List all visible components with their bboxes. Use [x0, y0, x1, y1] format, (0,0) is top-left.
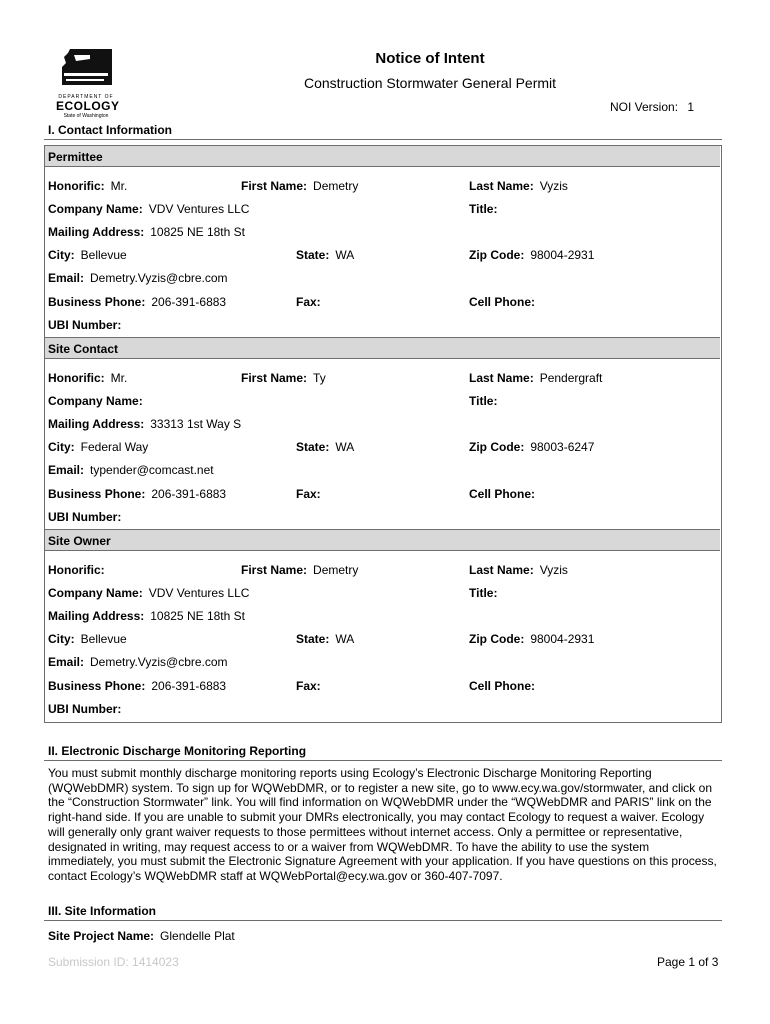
honorific-row	[48, 371, 127, 385]
email-value: typender@comcast.net	[90, 463, 214, 478]
first-name-row	[241, 179, 358, 193]
fax-row	[296, 295, 327, 309]
business-phone-value: 206-391-6883	[151, 678, 227, 693]
state-label: State:	[296, 440, 330, 455]
first-name-label: First Name:	[241, 563, 308, 577]
state-row	[296, 248, 354, 262]
business-phone-row	[48, 295, 226, 309]
ubi-number-label: UBI Number:	[48, 317, 122, 332]
honorific-value: Mr.	[110, 179, 128, 193]
city-row	[48, 632, 127, 646]
honorific-label: Honorific:	[48, 563, 105, 577]
logo-dept-text: DEPARTMENT OF	[58, 94, 114, 100]
logo-ecology-text: ECOLOGY	[56, 99, 120, 113]
email-value: Demetry.Vyzis@cbre.com	[90, 271, 228, 286]
section-divider	[44, 920, 722, 921]
cell-phone-row	[469, 679, 541, 693]
city-row	[48, 440, 148, 454]
last-name-label: Last Name:	[469, 179, 534, 193]
mailing-address-value: 33313 1st Way S	[150, 417, 242, 432]
business-phone-label: Business Phone:	[48, 294, 146, 309]
company-name-row	[48, 202, 249, 216]
honorific-value: Mr.	[110, 371, 128, 385]
company-name-label: Company Name:	[48, 202, 143, 217]
page-title: Notice of Intent	[375, 50, 485, 67]
title-row	[469, 394, 503, 408]
cell-phone-label: Cell Phone:	[469, 678, 536, 693]
first-name-label: First Name:	[241, 179, 308, 193]
business-phone-value: 206-391-6883	[151, 486, 227, 501]
state-label: State:	[296, 248, 330, 263]
last-name-value: Vyzis	[539, 563, 568, 577]
email-row	[48, 655, 228, 669]
first-name-value: Demetry	[313, 563, 359, 577]
noi-version-label: NOI Version:	[610, 100, 679, 114]
mailing-address-value: 10825 NE 18th St	[150, 609, 245, 624]
state-label: State:	[296, 632, 330, 647]
ecology-logo	[56, 45, 120, 119]
fax-label: Fax:	[296, 294, 321, 309]
section-site-heading: III. Site Information	[48, 904, 157, 918]
zip-code-row	[469, 248, 594, 262]
state-value: WA	[335, 440, 355, 455]
fax-row	[296, 679, 327, 693]
zip-code-label: Zip Code:	[469, 632, 525, 647]
email-row	[48, 271, 228, 285]
honorific-label: Honorific:	[48, 179, 105, 193]
zip-code-label: Zip Code:	[469, 248, 525, 263]
site-project-name-value: Glendelle Plat	[160, 929, 235, 943]
state-value: WA	[335, 632, 355, 647]
first-name-label: First Name:	[241, 371, 308, 385]
company-name-row	[48, 586, 249, 600]
cell-phone-label: Cell Phone:	[469, 486, 536, 501]
business-phone-value: 206-391-6883	[151, 294, 227, 309]
state-row	[296, 440, 354, 454]
cell-phone-row	[469, 487, 541, 501]
business-phone-row	[48, 487, 226, 501]
title-label: Title:	[469, 394, 498, 409]
cell-phone-row	[469, 295, 541, 309]
first-name-row	[241, 563, 358, 577]
title-label: Title:	[469, 586, 498, 601]
ubi-number-row	[48, 702, 127, 716]
state-value: WA	[335, 248, 355, 263]
last-name-row	[469, 563, 568, 577]
ubi-number-row	[48, 510, 127, 524]
mailing-address-row	[48, 609, 245, 623]
city-label: City:	[48, 248, 75, 263]
mailing-address-label: Mailing Address:	[48, 609, 145, 624]
first-name-value: Ty	[313, 371, 326, 385]
group-title: Site Contact	[48, 342, 119, 356]
company-name-label: Company Name:	[48, 586, 143, 601]
email-value: Demetry.Vyzis@cbre.com	[90, 655, 228, 670]
group-title: Permittee	[48, 150, 103, 164]
city-value: Bellevue	[80, 632, 127, 647]
zip-code-value: 98003-6247	[530, 440, 595, 455]
mailing-address-row	[48, 417, 241, 431]
section-contact-heading: I. Contact Information	[48, 123, 172, 137]
state-row	[296, 632, 354, 646]
title-row	[469, 586, 503, 600]
mailing-address-label: Mailing Address:	[48, 417, 145, 432]
zip-code-label: Zip Code:	[469, 440, 525, 455]
washington-state-logo-icon	[56, 45, 116, 91]
email-label: Email:	[48, 463, 85, 478]
site-project-name-row	[48, 929, 235, 943]
fax-row	[296, 487, 327, 501]
submission-id: Submission ID: 1414023	[48, 955, 179, 969]
last-name-label: Last Name:	[469, 371, 534, 385]
mailing-address-value: 10825 NE 18th St	[150, 225, 245, 240]
last-name-value: Vyzis	[539, 179, 568, 193]
noi-version	[610, 100, 694, 114]
mailing-address-label: Mailing Address:	[48, 225, 145, 240]
title-label: Title:	[469, 202, 498, 217]
city-label: City:	[48, 632, 75, 647]
city-label: City:	[48, 440, 75, 455]
group-header	[45, 337, 720, 359]
last-name-row	[469, 371, 602, 385]
honorific-row	[48, 179, 127, 193]
cell-phone-label: Cell Phone:	[469, 294, 536, 309]
ubi-number-label: UBI Number:	[48, 509, 122, 524]
city-value: Bellevue	[80, 248, 127, 263]
zip-code-value: 98004-2931	[530, 248, 595, 263]
ubi-number-label: UBI Number:	[48, 701, 122, 716]
section-divider	[44, 139, 722, 140]
noi-version-value: 1	[687, 100, 695, 114]
zip-code-value: 98004-2931	[530, 632, 595, 647]
email-label: Email:	[48, 271, 85, 286]
business-phone-label: Business Phone:	[48, 678, 146, 693]
section-divider	[44, 760, 722, 761]
honorific-label: Honorific:	[48, 371, 105, 385]
honorific-row	[48, 563, 111, 577]
company-name-value: VDV Ventures LLC	[148, 202, 250, 217]
site-project-name-label: Site Project Name:	[48, 929, 155, 943]
ubi-number-row	[48, 318, 127, 332]
zip-code-row	[469, 632, 594, 646]
page-subtitle: Construction Stormwater General Permit	[303, 75, 557, 91]
logo-state-text: State of Washington	[63, 113, 109, 119]
email-row	[48, 463, 214, 477]
first-name-value: Demetry	[313, 179, 359, 193]
mailing-address-row	[48, 225, 245, 239]
section-edmr-heading: II. Electronic Discharge Monitoring Reporting	[48, 744, 307, 758]
company-name-row	[48, 394, 149, 408]
first-name-row	[241, 371, 326, 385]
group-header	[45, 145, 720, 167]
fax-label: Fax:	[296, 678, 321, 693]
business-phone-label: Business Phone:	[48, 486, 146, 501]
city-value: Federal Way	[80, 440, 149, 455]
business-phone-row	[48, 679, 226, 693]
page-number: Page 1 of 3	[657, 955, 719, 969]
edmr-paragraph: You must submit monthly discharge monitoring reports using Ecology’s Electronic Discharge Monitoring Reporting (WQWebDMR) system. To sign up for WQWebDMR, or to register a new site, go to www.ecy.wa.gov/stormwater, and click on the “Construction Stormwater” link. You will find information on WQWebDMR under the “WQWebDMR and PARIS” link on the right-hand side. If you are unable to submit your DMRs electronically, you may contact Ecology to request a waiver. Ecology will generally only grant waiver requests to those permittees without internet access. Only a permittee or representative, designated in writing, may request access to or a waiver from WQWebDMR. To have the ability to use the system immediately, you must submit the Electronic Signature Agreement with your application. If you have questions on this process, contact Ecology’s WQWebDMR staff at WQWebPortal@ecy.wa.gov or 360-407-7097.	[48, 766, 717, 883]
email-label: Email:	[48, 655, 85, 670]
fax-label: Fax:	[296, 486, 321, 501]
last-name-label: Last Name:	[469, 563, 534, 577]
last-name-row	[469, 179, 568, 193]
last-name-value: Pendergraft	[539, 371, 603, 385]
title-row	[469, 202, 503, 216]
company-name-label: Company Name:	[48, 394, 143, 409]
zip-code-row	[469, 440, 594, 454]
group-title: Site Owner	[48, 534, 111, 548]
company-name-value: VDV Ventures LLC	[148, 586, 250, 601]
group-header	[45, 529, 720, 551]
city-row	[48, 248, 127, 262]
